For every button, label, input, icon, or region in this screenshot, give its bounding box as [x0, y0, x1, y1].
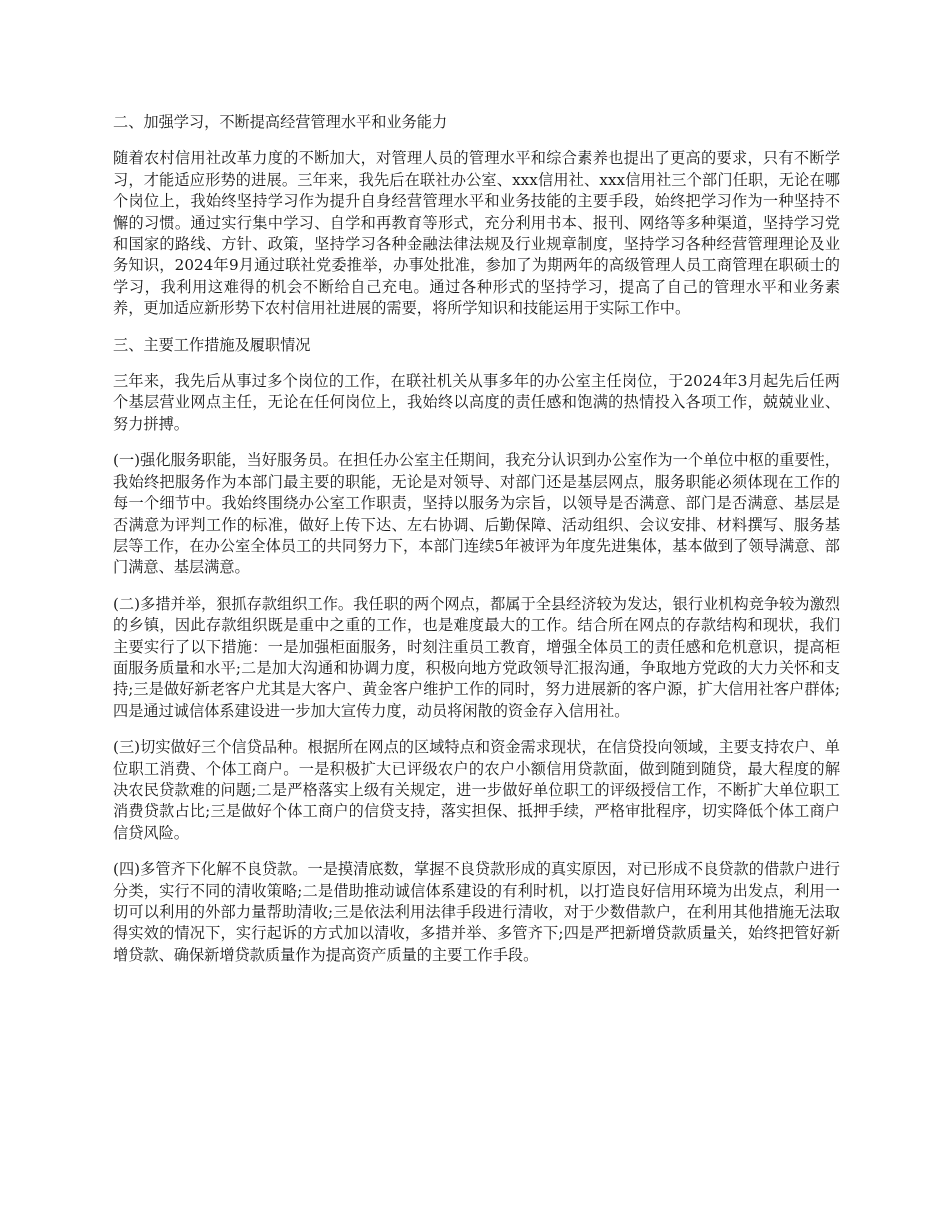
- item-3-paragraph: (三)切实做好三个信贷品种。根据所在网点的区域特点和资金需求现状，在信贷投向领域，主要支持农户、单位职工消费、个体工商户。一是积极扩大已评级农户的农户小额信用贷款面，做到随到随贷，最大程度的解决农民贷款难的问题;二是严格落实上级有关规定，进一步做好单位职工的评级授信工作，不断扩大单位职工消费贷款占比;三是做好个体工商户的信贷支持，落实担保、抵押手续，严格审批程序，切实降低个体工商户信贷风险。: [113, 738, 840, 842]
- item-2-paragraph: (二)多措并举，狠抓存款组织工作。我任职的两个网点，都属于全县经济较为发达，银行业机构竞争较为激烈的乡镇，因此存款组织既是重中之重的工作，也是难度最大的工作。结合所在网点的存款结构和现状，我们主要实行了以下措施：一是加强柜面服务，时刻注重员工教育，增强全体员工的责任感和危机意识，提高柜面服务质量和水平;二是加大沟通和协调力度，积极向地方党政领导汇报沟通，争取地方党政的大力关怀和支持;三是做好新老客户尤其是大客户、黄金客户维护工作的同时，努力进展新的客户源，扩大信用社客户群体;四是通过诚信体系建设进一步加大宣传力度，动员将闲散的资金存入信用社。: [113, 594, 840, 720]
- item-1-paragraph: (一)强化服务职能，当好服务员。在担任办公室主任期间，我充分认识到办公室作为一个单位中枢的重要性，我始终把服务作为本部门最主要的职能，无论是对领导、对部门还是基层网点，服务职能必须体现在工作的每一个细节中。我始终围绕办公室工作职责，坚持以服务为宗旨，以领导是否满意、部门是否满意、基层是否满意为评判工作的标准，做好上传下达、左右协调、后勤保障、活动组织、会议安排、材料撰写、服务基层等工作，在办公室全体员工的共同努力下，本部门连续5年被评为年度先进集体，基本做到了领导满意、部门满意、基层满意。: [113, 451, 840, 577]
- item-4-paragraph: (四)多管齐下化解不良贷款。一是摸清底数，掌握不良贷款形成的真实原因，对已形成不良贷款的借款户进行分类，实行不同的清收策略;二是借助推动诚信体系建设的有利时机，以打造良好信用环境为出发点，利用一切可以利用的外部力量帮助清收;三是依法利用法律手段进行清收，对于少数借款户，在利用其他措施无法取得实效的情况下，实行起诉的方式加以清收，多措并举、多管齐下;四是严把新增贷款质量关，始终把管好新增贷款、确保新增贷款质量作为提高资产质量的主要工作手段。: [113, 860, 840, 964]
- document-page: [113, 112, 840, 981]
- section-2-paragraph: 随着农村信用社改革力度的不断加大，对管理人员的管理水平和综合素养也提出了更高的要求，只有不断学习，才能适应形势的进展。三年来，我先后在联社办公室、xxx信用社、xxx信用社三个部门任职，无论在哪个岗位上，我始终坚持学习作为提升自身经营管理水平和业务技能的主要手段，始终把学习作为一种坚持不懈的习惯。通过实行集中学习、自学和再教育等形式，充分利用书本、报刊、网络等多种渠道，坚持学习党和国家的路线、方针、政策，坚持学习各种金融法律法规及行业规章制度，坚持学习各种经营管理理论及业务知识，2024年9月通过联社党委推举，办事处批准，参加了为期两年的高级管理人员工商管理在职硕士的学习，我利用这难得的机会不断给自己充电。通过各种形式的坚持学习，提高了自己的管理水平和业务素养，更加适应新形势下农村信用社进展的需要，将所学知识和技能运用于实际工作中。: [113, 149, 840, 318]
- section-3-heading: 三、主要工作措施及履职情况: [113, 335, 311, 354]
- section-3-intro-paragraph: 三年来，我先后从事过多个岗位的工作，在联社机关从事多年的办公室主任岗位，于2024年3月起先后任两个基层营业网点主任，无论在任何岗位上，我始终以高度的责任感和饱满的热情投入各项工作，兢兢业业、努力拼搏。: [113, 372, 840, 433]
- section-2-heading: 二、加强学习，不断提高经营管理水平和业务能力: [113, 113, 448, 131]
